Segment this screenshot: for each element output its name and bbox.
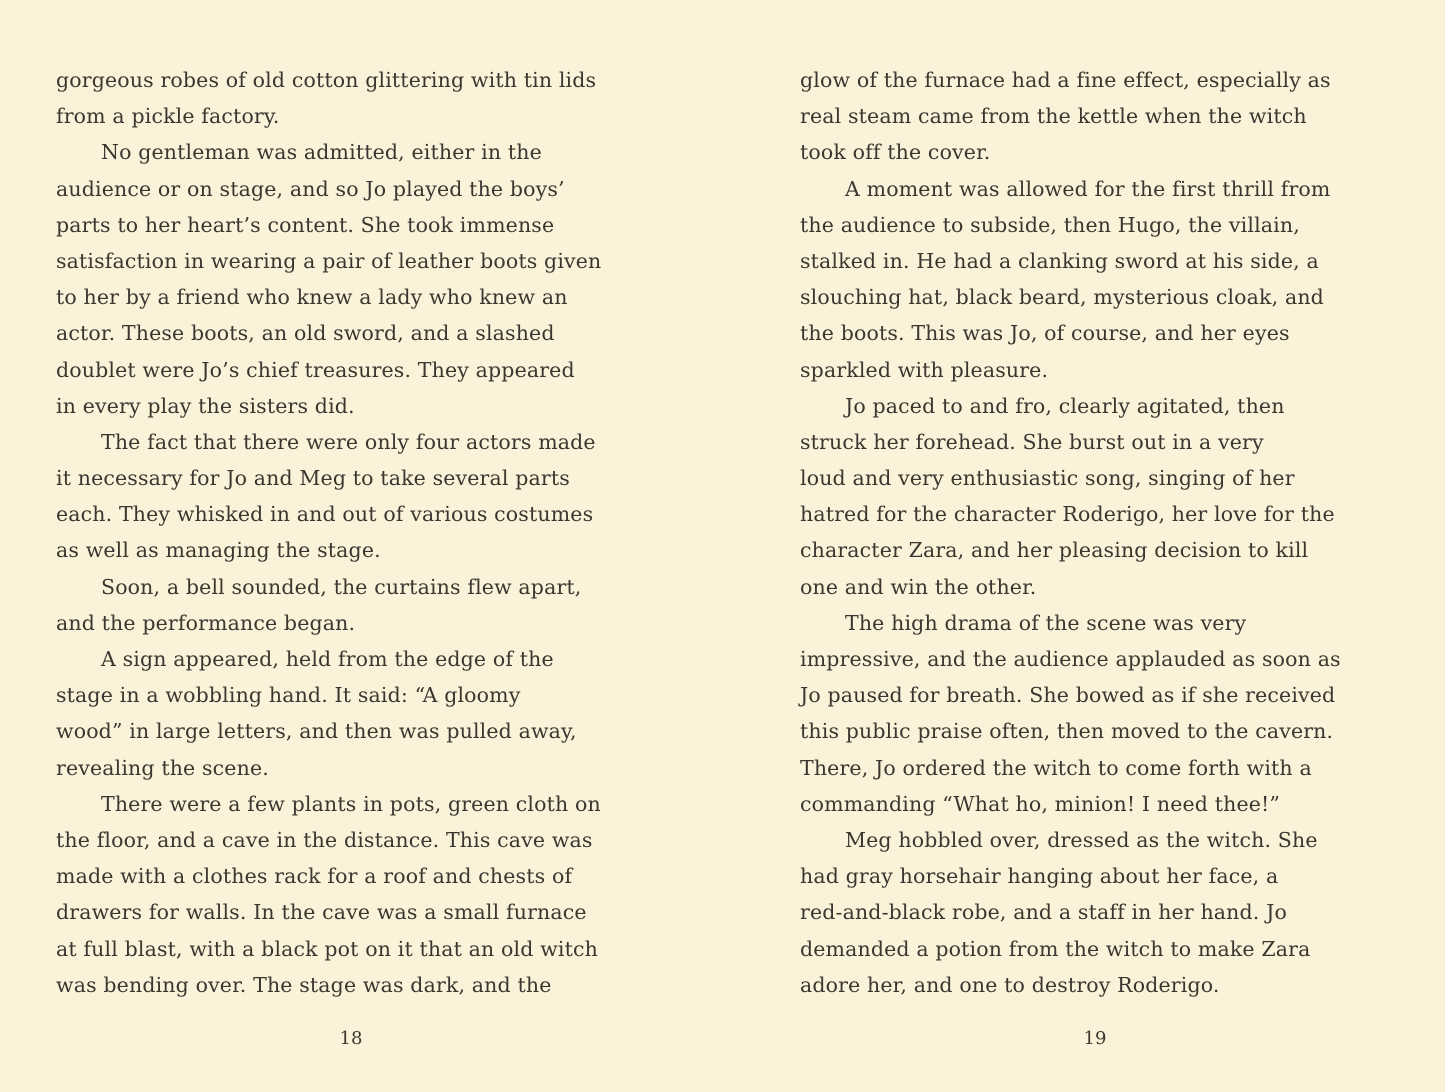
text-line: audience or on stage, and so Jo played the boys’ bbox=[56, 176, 565, 201]
text-line: one and win the other. bbox=[800, 574, 1037, 599]
text-line: the audience to subside, then Hugo, the villain, bbox=[800, 212, 1300, 237]
right-page bbox=[800, 62, 1400, 1062]
text-line: doublet were Jo’s chief treasures. They appeared bbox=[56, 357, 575, 382]
text-line: struck her forehead. She burst out in a very bbox=[800, 429, 1264, 454]
text-line: hatred for the character Roderigo, her love for the bbox=[800, 502, 1335, 527]
text-line: glow of the furnace had a fine effect, especially as bbox=[800, 68, 1331, 92]
text-line: There were a few plants in pots, green cloth on bbox=[101, 791, 601, 816]
text-line: gorgeous robes of old cotton glittering with tin lids bbox=[56, 68, 597, 92]
page-number-left: 18 bbox=[339, 1028, 363, 1049]
text-line: A sign appeared, held from the edge of the bbox=[101, 647, 554, 671]
text-line: was bending over. The stage was dark, and the bbox=[56, 972, 552, 997]
text-line: this public praise often, then moved to the cavern. bbox=[800, 719, 1334, 744]
text-line: character Zara, and her pleasing decision to kill bbox=[800, 538, 1309, 563]
text-line: impressive, and the audience applauded as soon as bbox=[800, 647, 1341, 671]
text-line: to her by a friend who knew a lady who knew an bbox=[56, 285, 568, 310]
text-line: in every play the sisters did. bbox=[56, 393, 355, 418]
left-page bbox=[56, 62, 656, 1062]
text-line: No gentleman was admitted, either in the bbox=[101, 140, 542, 165]
text-line: loud and very enthusiastic song, singing of her bbox=[800, 466, 1295, 491]
text-line: There, Jo ordered the witch to come forth with a bbox=[800, 755, 1312, 780]
text-line: satisfaction in wearing a pair of leather boots given bbox=[56, 248, 602, 273]
text-line: real steam came from the kettle when the witch bbox=[800, 104, 1307, 129]
text-line: Jo paused for breath. She bowed as if she received bbox=[800, 683, 1336, 708]
text-line: demanded a potion from the witch to make Zara bbox=[800, 936, 1311, 961]
text-line: Meg hobbled over, dressed as the witch. She bbox=[845, 827, 1318, 852]
text-line: drawers for walls. In the cave was a small furnace bbox=[56, 900, 587, 925]
page-number-right: 19 bbox=[1083, 1028, 1107, 1049]
text-line: parts to her heart’s content. She took immense bbox=[56, 212, 555, 237]
text-line: had gray horsehair hanging about her face, a bbox=[800, 864, 1279, 889]
text-line: took off the cover. bbox=[800, 140, 991, 165]
text-line: at full blast, with a black pot on it that an old witch bbox=[56, 936, 598, 961]
text-line: stalked in. He had a clanking sword at his side, a bbox=[800, 248, 1319, 273]
text-line: actor. These boots, an old sword, and a slashed bbox=[56, 321, 555, 346]
text-line: A moment was allowed for the first thrill from bbox=[845, 176, 1331, 201]
text-line: as well as managing the stage. bbox=[56, 538, 381, 563]
right-page-body-text bbox=[800, 62, 1400, 1003]
text-line: commanding “What ho, minion! I need thee!” bbox=[800, 791, 1281, 816]
text-line: the boots. This was Jo, of course, and her eyes bbox=[800, 321, 1290, 346]
text-line: each. They whisked in and out of various costumes bbox=[56, 502, 594, 527]
text-line: revealing the scene. bbox=[56, 755, 269, 780]
text-line: from a pickle factory. bbox=[56, 104, 280, 129]
text-line: The fact that there were only four actors made bbox=[101, 429, 596, 454]
text-line: wood” in large letters, and then was pulled away, bbox=[56, 719, 577, 744]
text-line: it necessary for Jo and Meg to take several parts bbox=[56, 466, 570, 491]
text-line: stage in a wobbling hand. It said: “A gloomy bbox=[56, 683, 521, 708]
text-line: The high drama of the scene was very bbox=[845, 610, 1247, 635]
text-line: Jo paced to and fro, clearly agitated, then bbox=[845, 393, 1285, 418]
text-line: made with a clothes rack for a roof and chests of bbox=[56, 864, 573, 889]
text-line: slouching hat, black beard, mysterious cloak, and bbox=[800, 285, 1324, 310]
text-line: the floor, and a cave in the distance. This cave was bbox=[56, 827, 593, 852]
text-line: Soon, a bell sounded, the curtains flew apart, bbox=[101, 574, 582, 599]
text-line: red-and-black robe, and a staff in her hand. Jo bbox=[800, 900, 1287, 925]
left-page-body-text bbox=[56, 62, 656, 1003]
text-line: and the performance began. bbox=[56, 610, 356, 635]
text-line: adore her, and one to destroy Roderigo. bbox=[800, 972, 1220, 997]
text-line: sparkled with pleasure. bbox=[800, 357, 1049, 382]
